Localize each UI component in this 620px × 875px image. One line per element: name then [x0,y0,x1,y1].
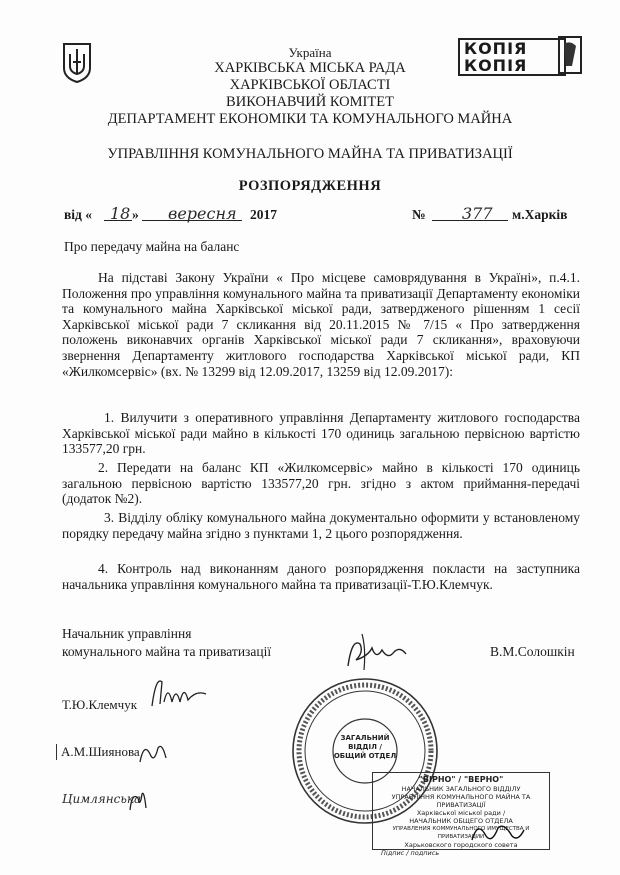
date-prefix: від « [64,207,92,222]
copy-stamp-line: КОПІЯ [464,56,528,75]
signature-scribble-icon [342,630,412,674]
document-number: 377 [462,204,493,223]
city: м.Харків [512,207,568,222]
header-region: ХАРКІВСЬКОЇ ОБЛАСТІ [229,77,391,93]
item-3: 3. Відділу обліку комунального майна документально оформити у встановленому порядку передачу майна згідно з пунктами 1, 2 цього розпорядження. [62,510,580,541]
signer-title-2: комунального майна та приватизації [62,644,272,659]
copy-stamp-line: КОПІЯ [464,39,528,58]
approval-signature-icon [148,672,210,712]
verified-stamp-line: Харьковского городского совета [404,841,518,849]
approval-signature-icon [126,786,150,814]
header-department: ДЕПАРТАМЕНТ ЕКОНОМІКИ ТА КОМУНАЛЬНОГО МАЙНА [107,111,513,127]
preamble: На підставі Закону України « Про місцеве самоврядування в Україні», п.4.1. Положення про управління комунального майна та приватизації Департаменту економіки та комунального майна Харківської міської ради, затвердженого рішенням 1 сесії Харківської міської ради 7 скликання від 20.11.2015 № 7/15 « Про затвердження положень виконавчих органів Харківської міської ради 7 скликання», враховуючи звернення Департаменту житлового господарства Харківської міської ради, КП «Жилкомсервіс» (вх. № 13299 від 12.09.2017, 13259 від 12.09.2017): [62,270,580,379]
verified-stamp-title: "ВІРНО" / "ВЕРНО" [418,775,504,784]
verified-stamp-line: УПРАВЛЕНИЯ КОММУНАЛЬНОГО ИМУЩЕСТВА И ПРИВАТИЗАЦИИ [392,826,530,840]
item-1: 1. Вилучити з оперативного управління Департаменту житлового господарства Харківської міської ради майно в кількості 170 одиниць загальною первісною вартістю 133577,20 грн. [62,410,580,457]
signer-name: В.М.Солошкін [490,644,575,659]
subject: Про передачу майна на баланс [64,239,240,254]
date-line [64,204,584,227]
date-mid: » [132,207,139,222]
number-prefix: № [412,207,426,222]
header-council: ХАРКІВСЬКА МІСЬКА РАДА [214,60,406,76]
seal-text: ЗАГАЛЬНИЙ [340,734,390,742]
date-year: 2017 [250,207,277,222]
date-month: вересня [168,204,237,223]
approval-signature-icon [136,738,170,768]
seal-text: ВІДДІЛ / [348,743,382,751]
verified-stamp-line: Харківської міської ради / [416,809,506,817]
verified-stamp-line: НАЧАЛЬНИК ОБЩЕГО ОТДЕЛА [409,817,513,825]
signer-title-1: Начальник управління [62,626,192,641]
approval-klemchuk: Т.Ю.Клемчук [62,697,138,712]
approval-shiyanova: А.М.Шиянова [56,744,140,760]
seal-text: ОБЩИЙ ОТДЕЛ [333,752,397,760]
header-directorate: УПРАВЛІННЯ КОМУНАЛЬНОГО МАЙНА ТА ПРИВАТИЗАЦІЇ [107,146,513,162]
date-day: 18 [110,204,131,223]
header-country: Україна [288,45,332,60]
header-committee: ВИКОНАВЧИЙ КОМІТЕТ [226,94,394,110]
verified-stamp-sign-label: Підпис / подпись [381,849,440,857]
item-4: 4. Контроль над виконанням даного розпорядження покласти на заступника начальника управління комунального майна та приватизації-Т.Ю.Клемчук. [62,561,580,592]
verified-stamp-line: УПРАВЛІННЯ КОМУНАЛЬНОГО МАЙНА ТА ПРИВАТИЗАЦІЇ [391,793,531,809]
verified-signature-icon [468,818,528,848]
verified-stamp-line: НАЧАЛЬНИК ЗАГАЛЬНОГО ВІДДІЛУ [401,785,521,793]
item-2: 2. Передати на баланс КП «Жилкомсервіс» майно в кількості 170 одиниць загальною первісною вартістю 133577,20 грн. згідно з актом приймання-передачі (додаток №2). [62,460,580,507]
document-type: РОЗПОРЯДЖЕННЯ [238,178,382,194]
approval-tsymlyanska: Цимлянська [62,792,142,806]
